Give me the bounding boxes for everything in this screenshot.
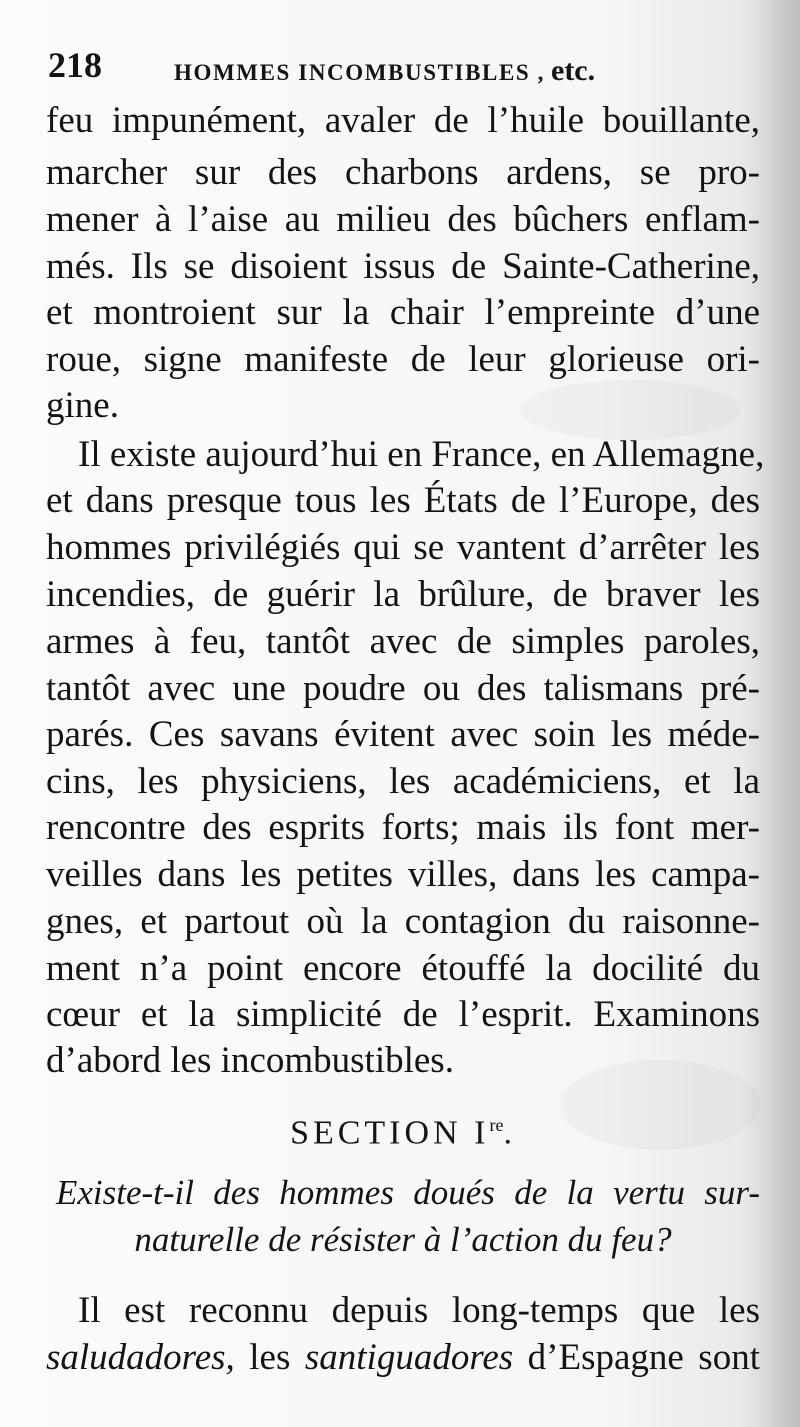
page-header: [46, 44, 760, 88]
italic-term: saludadores,: [46, 1337, 235, 1378]
running-title: [174, 54, 595, 88]
text-line: tantôt avec une poudre ou des talismans pré-: [46, 668, 760, 709]
text-line: et dans presque tous les États de l’Europe, des: [46, 480, 760, 521]
text-line: veilles dans les petites villes, dans les campa-: [46, 854, 760, 895]
text-line: armes à feu, tantôt avec de simples paroles,: [46, 621, 760, 662]
text-line: mener à l’aise au milieu des bûchers enflam-: [46, 199, 760, 240]
italic-term: santiguadores: [304, 1337, 514, 1378]
text-line: incendies, de guérir la brûlure, de braver les: [46, 574, 760, 615]
text-line: rencontre des esprits forts; mais ils font mer-: [46, 807, 760, 848]
text-line: Il existe aujourd’hui en France, en Allemagne,: [78, 434, 765, 475]
text-line: cins, les physiciens, les académiciens, et la: [46, 761, 760, 802]
text-line: marcher sur des charbons ardens, se pro-: [46, 152, 760, 193]
text-line: hommes privilégiés qui se vantent d’arrêter les: [46, 527, 760, 568]
section-heading: [46, 1102, 760, 1156]
text-line: et montroient sur la chair l’empreinte d’une: [46, 292, 760, 333]
section-subtitle-line: naturelle de résister à l’action du feu?: [134, 1220, 672, 1259]
text-fragment: les: [234, 1337, 305, 1378]
section-heading-dot: .: [503, 1114, 516, 1152]
section-heading-text: SECTION I: [290, 1114, 490, 1152]
page-number: 218: [48, 45, 102, 85]
text-fragment: d’Espagne sont: [513, 1337, 760, 1378]
text-line: d’abord les incombustibles.: [46, 1040, 454, 1081]
running-title-etc: etc.: [551, 54, 596, 87]
text-line: feu impunément, avaler de l’huile bouillante,: [46, 100, 760, 141]
text-line: gine.: [46, 385, 119, 426]
section-subtitle-line: Existe-t-il des hommes doués de la vertu sur-: [56, 1173, 760, 1212]
text-line: parés. Ces savans évitent avec soin les méde-: [46, 714, 760, 755]
text-line: cœur et la simplicité de l’esprit. Examinons: [46, 994, 760, 1035]
text-line: roue, signe manifeste de leur glorieuse ori-: [46, 339, 760, 380]
running-title-text: HOMMES INCOMBUSTIBLES ,: [174, 60, 545, 85]
text-line: més. Ils se disoient issus de Sainte-Catherine,: [46, 246, 760, 287]
section-heading-sup: re: [489, 1115, 504, 1135]
text-line: [46, 1335, 760, 1381]
text-line: gnes, et partout où la contagion du raisonne-: [46, 901, 760, 942]
text-line: ment n’a point encore étouffé la docilité du: [46, 948, 760, 989]
text-line: Il est reconnu depuis long-temps que les: [78, 1290, 760, 1331]
